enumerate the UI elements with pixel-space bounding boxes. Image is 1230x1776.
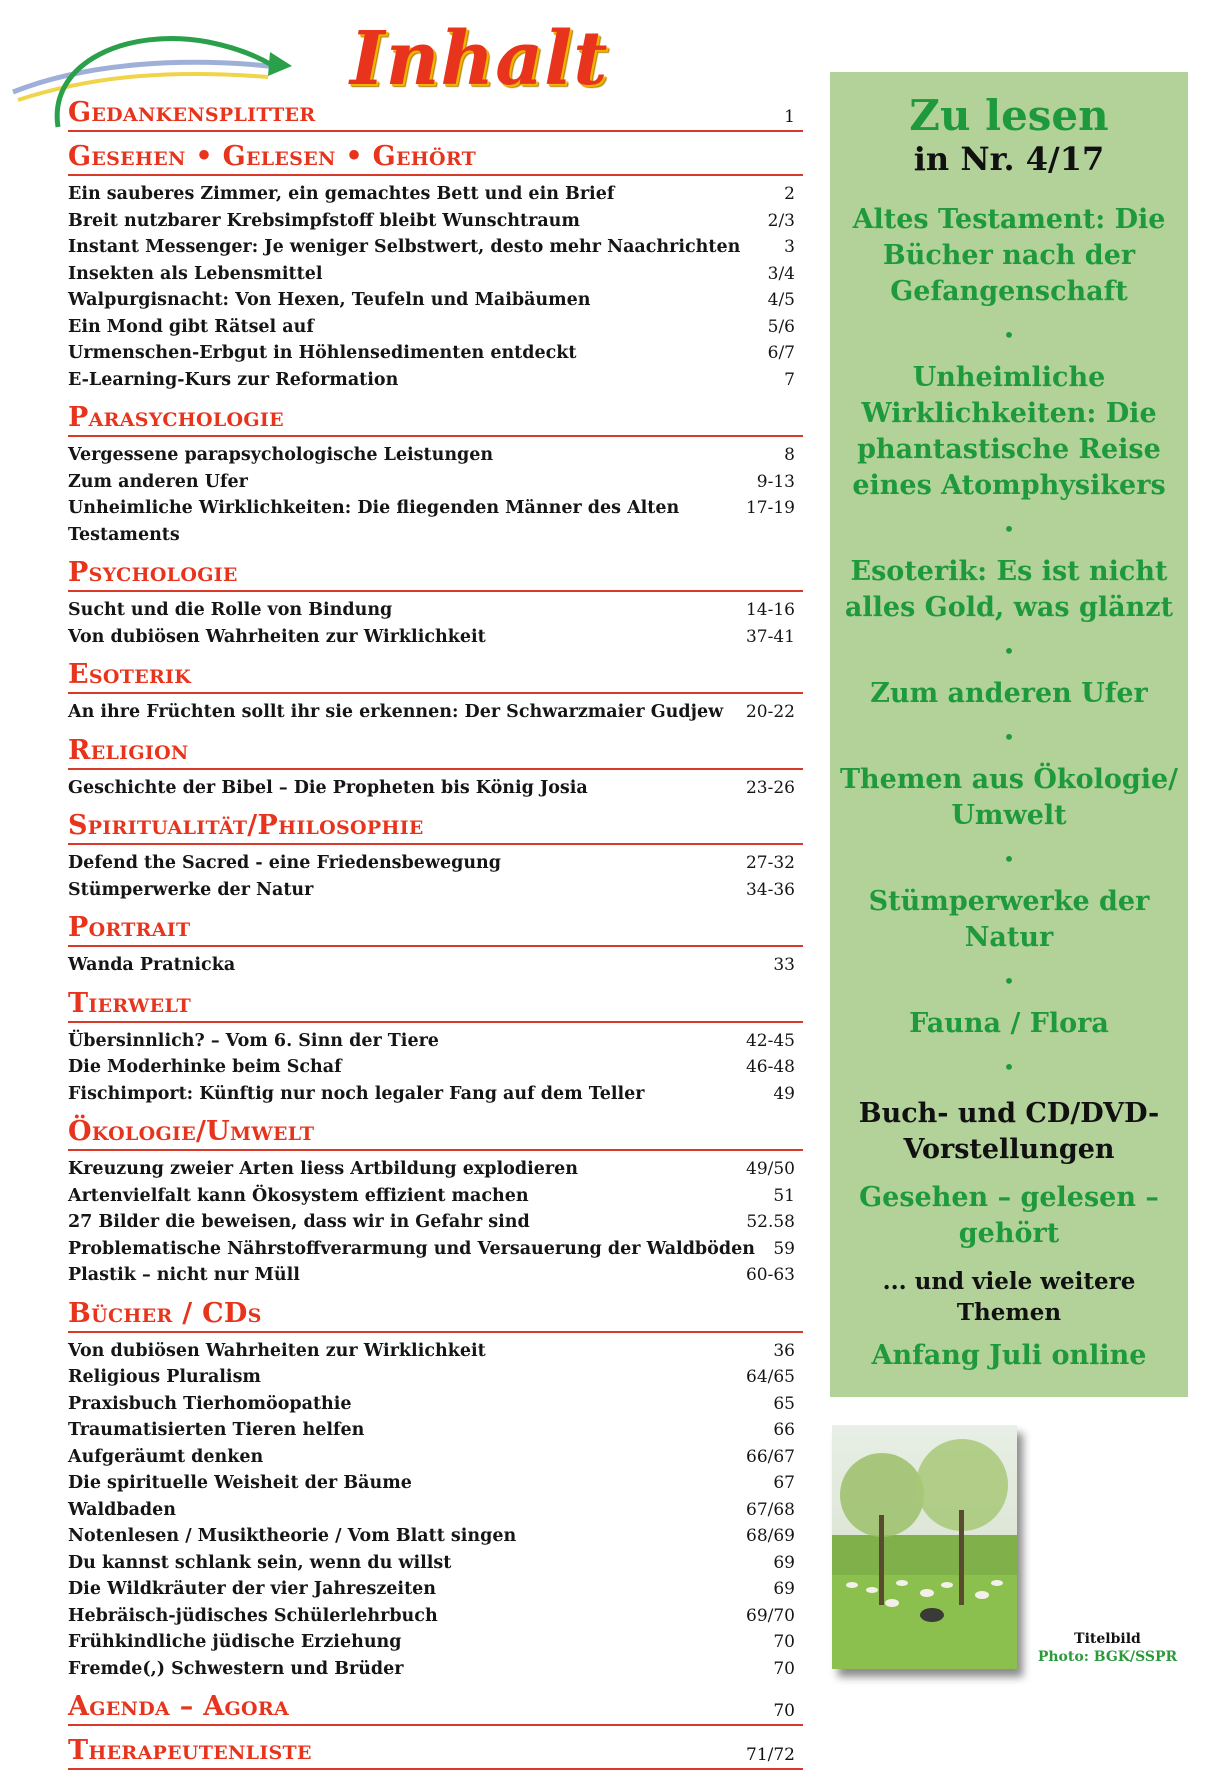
entry-title: Vergessene parapsychologische Leistungen	[68, 445, 494, 465]
entry-title: Aufgeräumt denken	[68, 1446, 264, 1467]
caption-label: Titelbild	[1074, 1631, 1141, 1647]
entry-title: Problematische Nährstoffverarmung und Versauerung der Waldböden	[68, 1238, 755, 1259]
bullet-dot-icon: •	[1003, 323, 1015, 347]
entry-title: Defend the Sacred - eine Friedensbewegung	[68, 853, 502, 873]
section-title: Ökologie/Umwelt	[68, 1116, 315, 1147]
entry-page: 36	[773, 1340, 795, 1361]
section-title: Esoterik	[68, 659, 192, 690]
entry-page: 67/68	[746, 1499, 795, 1520]
toc-entry	[68, 775, 803, 802]
toc-entry	[68, 234, 803, 261]
sidebar-topic: Esoterik: Es ist nicht alles Gold, was glänzt	[844, 556, 1174, 623]
section-title: Gedankensplitter	[68, 97, 316, 128]
entry-title: An ihre Früchten sollt ihr sie erkennen: Der Schwarzmaier Gudjew	[68, 702, 724, 722]
entry-page: 3/4	[767, 263, 795, 284]
entry-page: 60-63	[745, 1265, 795, 1285]
toc-entry	[68, 1364, 803, 1391]
toc-entry	[68, 1550, 803, 1577]
toc-entry	[68, 1338, 803, 1365]
entry-title: Breit nutzbarer Krebsimpfstoff bleibt Wunschtraum	[68, 210, 580, 231]
section-title: Portrait	[68, 912, 191, 943]
toc-section	[68, 909, 803, 979]
toc-entry	[68, 442, 803, 469]
toc-entry	[68, 1156, 803, 1183]
entry-page: 14-16	[745, 600, 795, 620]
entry-title: Plastik – nicht nur Müll	[68, 1265, 300, 1285]
entry-page: 49/50	[746, 1159, 795, 1179]
entry-page: 3	[784, 237, 795, 257]
toc-section	[68, 94, 803, 132]
toc-section	[68, 1688, 803, 1726]
entry-title: Sucht und die Rolle von Bindung	[68, 600, 393, 620]
entry-page: 46-48	[745, 1057, 795, 1077]
entry-page: 27-32	[745, 853, 795, 873]
toc-entry	[68, 597, 803, 624]
sidebar-topic: Unheimliche Wirklichkeiten: Die phantastische Reise eines Atomphysikers	[852, 362, 1166, 501]
entry-title: Insekten als Lebensmittel	[68, 263, 323, 284]
section-title: Agenda – Agora	[68, 1691, 289, 1722]
section-heading	[68, 807, 803, 845]
toc-section	[68, 985, 803, 1108]
entry-page: 9-13	[756, 471, 795, 492]
entry-title: Fischimport: Künftig nur noch legaler Fang auf dem Teller	[68, 1083, 645, 1104]
entry-page: 2	[784, 184, 795, 204]
section-heading	[68, 732, 803, 770]
section-title: Therapeutenliste	[68, 1735, 312, 1766]
entry-page: 2/3	[767, 210, 795, 231]
toc-section	[68, 399, 803, 548]
toc-entry	[68, 1523, 803, 1550]
sidebar-title: Zu lesen	[909, 91, 1109, 140]
toc-entry	[68, 314, 803, 341]
entry-page: 37-41	[745, 626, 795, 647]
entry-page: 66	[773, 1420, 795, 1440]
entry-title: 27 Bilder die beweisen, dass wir in Gefahr sind	[68, 1212, 530, 1232]
section-heading	[68, 138, 803, 176]
entry-title: Religious Pluralism	[68, 1367, 261, 1387]
entry-title: Geschichte der Bibel – Die Propheten bis König Josia	[68, 777, 588, 798]
section-title: Gesehen • Gelesen • Gehört	[68, 141, 477, 172]
section-title: Religion	[68, 734, 189, 766]
entry-title: Urmenschen-Erbgut in Höhlensedimenten entdeckt	[68, 343, 577, 363]
section-heading	[68, 1732, 803, 1770]
entry-title: Walpurgisnacht: Von Hexen, Teufeln und Maibäumen	[68, 290, 591, 310]
toc-entry	[68, 1262, 803, 1289]
entry-page: 68/69	[746, 1526, 795, 1546]
entry-page: 17-19	[745, 498, 795, 518]
entry-page: 70	[773, 1632, 795, 1652]
caption-credit: Photo: BGK/SSPR	[1037, 1649, 1178, 1665]
toc-entry	[68, 181, 803, 208]
entry-title: Die spirituelle Weisheit der Bäume	[68, 1473, 412, 1493]
entry-title: Die Wildkräuter der vier Jahreszeiten	[68, 1579, 437, 1599]
entry-title: Traumatisierten Tieren helfen	[68, 1420, 365, 1440]
table-of-contents	[68, 90, 803, 1776]
entry-page: 65	[773, 1393, 795, 1414]
entry-page: 6/7	[767, 343, 795, 363]
sidebar-subtitle: in Nr. 4/17	[913, 140, 1105, 178]
entry-page: 69	[773, 1579, 795, 1599]
entry-title: Die Moderhinke beim Schaf	[68, 1057, 342, 1077]
bullet-dot-icon: •	[1003, 847, 1015, 871]
entry-page: 59	[773, 1238, 795, 1259]
section-heading	[68, 1688, 803, 1726]
section-heading	[68, 909, 803, 947]
toc-entry	[68, 1603, 803, 1630]
sidebar-topic: Zum anderen Ufer	[870, 678, 1148, 709]
sidebar-online: Anfang Juli online	[871, 1340, 1147, 1371]
entry-page: 33	[773, 955, 795, 975]
toc-entry	[68, 1576, 803, 1603]
section-heading	[68, 1113, 803, 1151]
entry-title: Frühkindliche jüdische Erziehung	[68, 1632, 402, 1652]
entry-page: 66/67	[746, 1446, 795, 1467]
entry-title: Kreuzung zweier Arten liess Artbildung explodieren	[68, 1159, 578, 1179]
section-title: Tierwelt	[68, 987, 192, 1019]
toc-entry	[68, 469, 803, 496]
toc-entry	[68, 1444, 803, 1471]
entry-title: Unheimliche Wirklichkeiten: Die fliegenden Männer des Alten Testaments	[68, 498, 680, 545]
toc-entry	[68, 261, 803, 288]
toc-entry	[68, 1417, 803, 1444]
entry-title: Waldbaden	[68, 1499, 177, 1520]
section-heading	[68, 985, 803, 1023]
toc-entry	[68, 1236, 803, 1263]
section-heading	[68, 399, 803, 437]
section-page: 71/72	[746, 1745, 795, 1765]
entry-page: 49	[773, 1083, 795, 1104]
section-heading	[68, 1295, 803, 1333]
toc-section	[68, 807, 803, 903]
toc-section	[68, 138, 803, 393]
toc-section	[68, 732, 803, 802]
toc-entry	[68, 850, 803, 877]
entry-title: Von dubiösen Wahrheiten zur Wirklichkeit	[68, 626, 486, 647]
entry-title: Von dubiösen Wahrheiten zur Wirklichkeit	[68, 1340, 486, 1361]
entry-page: 5/6	[767, 316, 795, 337]
entry-title: Übersinnlich? – Vom 6. Sinn der Tiere	[68, 1030, 439, 1051]
toc-entry	[68, 1209, 803, 1236]
entry-title: Ein Mond gibt Rätsel auf	[68, 316, 314, 337]
bullet-dot-icon: •	[1003, 969, 1015, 993]
entry-page: 34-36	[745, 879, 795, 900]
bullet-dot-icon: •	[1003, 639, 1015, 663]
toc-entry	[68, 1391, 803, 1418]
toc-entry	[68, 1470, 803, 1497]
entry-title: Wanda Pratnicka	[68, 955, 236, 975]
sidebar-books: Buch- und CD/DVD-Vorstellungen	[858, 1098, 1160, 1165]
toc-entry	[68, 367, 803, 394]
toc-section	[68, 554, 803, 650]
toc-entry	[68, 287, 803, 314]
entry-page: 52.58	[746, 1212, 795, 1232]
toc-entry	[68, 1183, 803, 1210]
entry-page: 67	[773, 1473, 795, 1493]
sidebar-seen: Gesehen – gelesen – gehört	[859, 1182, 1159, 1249]
toc-entry	[68, 1629, 803, 1656]
sidebar-topic: Fauna / Flora	[909, 1008, 1109, 1039]
entry-title: Ein sauberes Zimmer, ein gemachtes Bett und ein Brief	[68, 184, 615, 204]
toc-section	[68, 1113, 803, 1289]
toc-section	[68, 1732, 803, 1770]
section-page: 70	[773, 1701, 795, 1721]
sidebar-topic: Themen aus Ökologie/ Umwelt	[839, 764, 1179, 831]
section-title: Psychologie	[68, 557, 238, 588]
entry-page: 20-22	[745, 702, 795, 722]
toc-entry	[68, 952, 803, 979]
toc-entry	[68, 1081, 803, 1108]
bullet-dot-icon: •	[1003, 1055, 1015, 1079]
entry-title: Praxisbuch Tierhomöopathie	[68, 1393, 352, 1414]
entry-title: E-Learning-Kurs zur Reformation	[68, 369, 399, 390]
section-title: Parasychologie	[68, 402, 284, 433]
entry-page: 70	[773, 1658, 795, 1679]
entry-title: Hebräisch-jüdisches Schülerlehrbuch	[68, 1605, 438, 1626]
toc-entry	[68, 1054, 803, 1081]
entry-page: 8	[784, 445, 795, 465]
toc-entry	[68, 1497, 803, 1524]
entry-title: Artenvielfalt kann Ökosystem effizient machen	[68, 1185, 529, 1206]
toc-entry	[68, 1656, 803, 1683]
entry-page: 51	[773, 1185, 795, 1206]
toc-entry	[68, 495, 803, 548]
sidebar-more: ... und viele weitere Themen	[882, 1268, 1136, 1326]
page-title: Inhalt	[350, 16, 609, 102]
entry-page: 69	[773, 1552, 795, 1573]
toc-entry	[68, 877, 803, 904]
toc-entry	[68, 340, 803, 367]
toc-entry	[68, 1028, 803, 1055]
toc-entry	[68, 624, 803, 651]
entry-title: Stümperwerke der Natur	[68, 879, 314, 900]
section-title: Bücher / CDs	[68, 1297, 262, 1329]
entry-title: Zum anderen Ufer	[68, 471, 248, 492]
bullet-dot-icon: •	[1003, 725, 1015, 749]
entry-title: Notenlesen / Musiktheorie / Vom Blatt singen	[68, 1526, 517, 1546]
entry-page: 69/70	[746, 1605, 795, 1626]
sidebar-topic: Stümperwerke der Natur	[868, 886, 1150, 953]
sidebar-topic: Altes Testament: Die Bücher nach der Gefangenschaft	[852, 204, 1166, 307]
photo-caption	[1020, 1630, 1195, 1666]
section-heading	[68, 656, 803, 694]
section-page: 1	[784, 107, 795, 127]
toc-section	[68, 1295, 803, 1683]
preview-sidebar	[830, 72, 1188, 1397]
entry-page: 4/5	[767, 290, 795, 310]
section-title: Spiritualität/Philosophie	[68, 810, 424, 841]
cover-photo	[832, 1425, 1017, 1669]
entry-page: 42-45	[745, 1030, 795, 1051]
entry-page: 64/65	[746, 1367, 795, 1387]
bullet-dot-icon: •	[1003, 517, 1015, 541]
entry-page: 23-26	[745, 777, 795, 798]
toc-section	[68, 656, 803, 726]
toc-entry	[68, 208, 803, 235]
entry-title: Instant Messenger: Je weniger Selbstwert, desto mehr Naachrichten	[68, 237, 741, 257]
entry-page: 7	[784, 369, 795, 390]
entry-title: Fremde(,) Schwestern und Brüder	[68, 1658, 404, 1679]
section-heading	[68, 554, 803, 592]
section-heading	[68, 94, 803, 132]
entry-title: Du kannst schlank sein, wenn du willst	[68, 1552, 452, 1573]
toc-entry	[68, 699, 803, 726]
